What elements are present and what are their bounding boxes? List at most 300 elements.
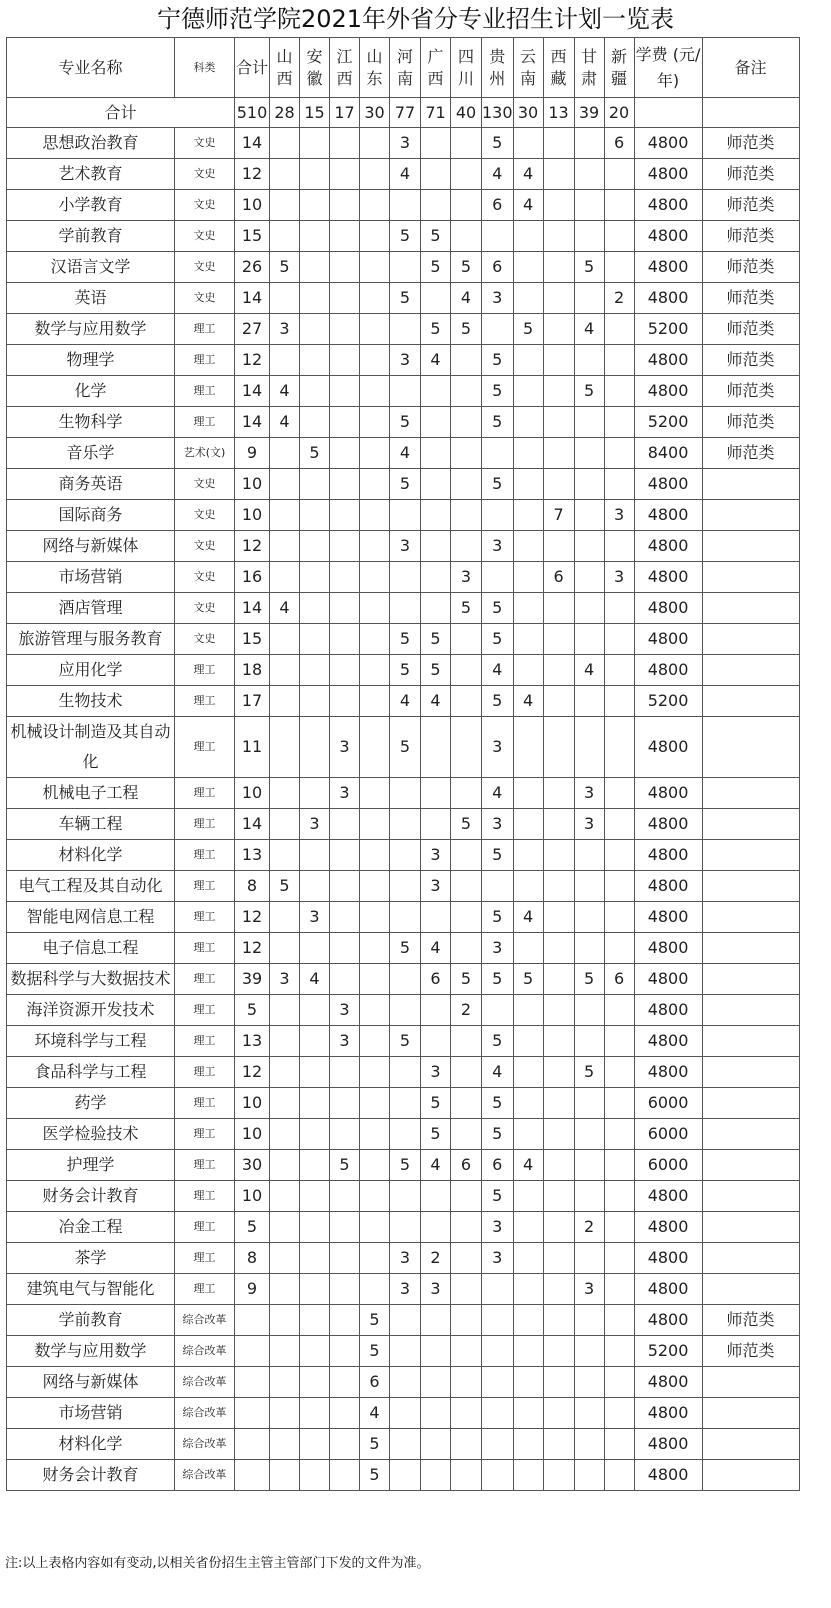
province-cell [421,902,451,933]
province-cell [330,1119,360,1150]
category-cell: 综合改革 [175,1336,235,1367]
province-cell [604,376,634,407]
total-cell: 12 [235,902,270,933]
total-cell: 26 [235,252,270,283]
province-cell [330,809,360,840]
province-cell [574,438,604,469]
major-name-cell: 财务会计教育 [7,1181,175,1212]
header-province: 山 西 [270,38,300,98]
province-cell: 3 [482,717,514,778]
remark-cell: 师范类 [702,314,799,345]
province-cell [451,345,482,376]
province-cell [451,1088,482,1119]
major-name-cell: 网络与新媒体 [7,1367,175,1398]
province-cell [270,1367,300,1398]
province-cell [300,159,330,190]
province-cell [360,438,390,469]
province-cell [270,1460,300,1491]
table-row [7,995,800,1026]
province-cell: 4 [482,655,514,686]
fee-cell: 4800 [634,964,702,995]
province-cell [300,190,330,221]
category-cell: 理工 [175,1274,235,1305]
province-cell [300,1429,330,1460]
province-cell: 3 [604,500,634,531]
header-province: 河 南 [390,38,421,98]
province-cell [270,1212,300,1243]
province-cell [513,1429,543,1460]
province-cell [543,1336,574,1367]
category-cell: 文史 [175,624,235,655]
province-cell [330,252,360,283]
province-cell [300,1398,330,1429]
header-province: 新 疆 [604,38,634,98]
total-cell: 10 [235,190,270,221]
province-cell [604,469,634,500]
province-cell [482,1398,514,1429]
province-cell [270,1026,300,1057]
category-cell: 理工 [175,376,235,407]
province-cell [270,933,300,964]
province-cell [330,159,360,190]
province-cell [270,190,300,221]
province-cell: 5 [330,1150,360,1181]
province-cell: 3 [390,1243,421,1274]
header-province: 广 西 [421,38,451,98]
province-cell [330,128,360,159]
province-cell: 5 [451,593,482,624]
province-cell: 5 [421,655,451,686]
major-name-cell: 化学 [7,376,175,407]
table-row [7,314,800,345]
province-cell [513,283,543,314]
fee-cell: 4800 [634,840,702,871]
province-cell [300,1336,330,1367]
province-cell: 3 [574,778,604,809]
fee-cell: 4800 [634,1243,702,1274]
province-cell [451,531,482,562]
province-cell [390,190,421,221]
remark-cell [702,1398,799,1429]
province-cell [421,128,451,159]
remark-cell: 师范类 [702,190,799,221]
province-cell [604,1460,634,1491]
totals-province: 13 [543,98,574,128]
province-cell [360,252,390,283]
province-cell [574,1305,604,1336]
total-cell: 5 [235,995,270,1026]
province-cell [330,1429,360,1460]
province-cell: 5 [421,1088,451,1119]
province-cell [330,902,360,933]
province-cell: 3 [270,314,300,345]
major-name-cell: 学前教育 [7,1305,175,1336]
province-cell [574,1088,604,1119]
table-row [7,438,800,469]
province-cell [451,624,482,655]
category-cell: 理工 [175,314,235,345]
category-cell: 文史 [175,252,235,283]
province-cell: 4 [390,438,421,469]
province-cell: 5 [390,717,421,778]
province-cell [451,778,482,809]
province-cell: 5 [513,964,543,995]
table-row [7,624,800,655]
table-row [7,964,800,995]
province-cell: 4 [390,159,421,190]
table-row [7,717,800,778]
province-cell [513,995,543,1026]
fee-cell: 4800 [634,128,702,159]
table-row [7,1398,800,1429]
province-cell [330,1336,360,1367]
province-cell [604,840,634,871]
fee-cell: 4800 [634,871,702,902]
province-cell [604,314,634,345]
remark-cell [702,995,799,1026]
province-cell [270,902,300,933]
major-name-cell: 数学与应用数学 [7,1336,175,1367]
province-cell [574,717,604,778]
province-cell [330,840,360,871]
header-total: 合计 [235,38,270,98]
fee-cell: 4800 [634,717,702,778]
fee-cell: 4800 [634,1057,702,1088]
province-cell [543,778,574,809]
category-cell: 综合改革 [175,1305,235,1336]
province-cell [300,1212,330,1243]
province-cell [330,964,360,995]
province-cell [543,1460,574,1491]
remark-cell [702,1460,799,1491]
province-cell [543,1305,574,1336]
header-major: 专业名称 [7,38,175,98]
province-cell [482,871,514,902]
category-cell: 理工 [175,902,235,933]
fee-cell: 4800 [634,1367,702,1398]
total-cell [235,1367,270,1398]
province-cell [270,717,300,778]
province-cell: 6 [543,562,574,593]
fee-cell: 4800 [634,1181,702,1212]
province-cell: 5 [421,314,451,345]
province-cell [513,407,543,438]
totals-province: 39 [574,98,604,128]
enrollment-plan-table [6,37,800,1491]
province-cell [421,562,451,593]
province-cell: 4 [300,964,330,995]
province-cell: 6 [604,128,634,159]
table-row [7,686,800,717]
province-cell [330,500,360,531]
province-cell [300,1367,330,1398]
totals-province: 20 [604,98,634,128]
province-cell [360,221,390,252]
fee-cell: 4800 [634,562,702,593]
province-cell [543,840,574,871]
remark-cell [702,902,799,933]
province-cell [330,655,360,686]
province-cell [513,1274,543,1305]
province-cell [390,809,421,840]
province-cell: 5 [390,221,421,252]
province-cell: 4 [451,283,482,314]
province-cell [604,686,634,717]
remark-cell: 师范类 [702,407,799,438]
province-cell [421,1367,451,1398]
province-cell [270,500,300,531]
province-cell [604,1243,634,1274]
province-cell [300,128,330,159]
major-name-cell: 建筑电气与智能化 [7,1274,175,1305]
province-cell [421,1429,451,1460]
province-cell [330,1367,360,1398]
province-cell: 6 [482,1150,514,1181]
province-cell [604,190,634,221]
province-cell: 3 [330,778,360,809]
total-cell: 14 [235,407,270,438]
province-cell: 5 [451,809,482,840]
province-cell [360,995,390,1026]
remark-cell [702,1243,799,1274]
province-cell [604,995,634,1026]
province-cell [451,376,482,407]
province-cell [300,376,330,407]
province-cell: 5 [390,655,421,686]
province-cell [543,1088,574,1119]
category-cell: 理工 [175,840,235,871]
province-cell [513,1305,543,1336]
province-cell [543,1274,574,1305]
fee-cell: 5200 [634,407,702,438]
category-cell: 理工 [175,1026,235,1057]
province-cell [543,407,574,438]
header-row [7,38,800,98]
province-cell [360,531,390,562]
province-cell [543,1212,574,1243]
province-cell [482,1305,514,1336]
province-cell [390,778,421,809]
province-cell [270,221,300,252]
province-cell: 5 [421,624,451,655]
province-cell [574,871,604,902]
major-name-cell: 生物科学 [7,407,175,438]
table-row [7,407,800,438]
province-cell: 5 [390,1026,421,1057]
province-cell [543,190,574,221]
header-province: 安 徽 [300,38,330,98]
province-cell [482,1274,514,1305]
province-cell [390,376,421,407]
province-cell [543,469,574,500]
province-cell [270,840,300,871]
fee-cell: 4800 [634,469,702,500]
province-cell [300,1088,330,1119]
province-cell: 4 [513,159,543,190]
province-cell [421,1460,451,1491]
province-cell [390,1367,421,1398]
major-name-cell: 学前教育 [7,221,175,252]
table-row [7,809,800,840]
province-cell [390,1305,421,1336]
province-cell [270,778,300,809]
province-cell [421,438,451,469]
province-cell: 4 [421,686,451,717]
province-cell [451,840,482,871]
total-cell [235,1305,270,1336]
category-cell: 文史 [175,128,235,159]
province-cell [300,407,330,438]
total-cell [235,1336,270,1367]
province-cell [390,1398,421,1429]
province-cell: 5 [421,221,451,252]
major-name-cell: 国际商务 [7,500,175,531]
fee-cell: 4800 [634,1026,702,1057]
province-cell: 3 [300,809,330,840]
major-name-cell: 海洋资源开发技术 [7,995,175,1026]
major-name-cell: 商务英语 [7,469,175,500]
province-cell [360,933,390,964]
province-cell [513,1460,543,1491]
total-cell: 16 [235,562,270,593]
province-cell [543,902,574,933]
province-cell [513,1336,543,1367]
province-cell: 6 [451,1150,482,1181]
category-cell: 理工 [175,686,235,717]
fee-cell: 4800 [634,655,702,686]
province-cell [574,624,604,655]
province-cell [604,407,634,438]
major-name-cell: 护理学 [7,1150,175,1181]
province-cell [421,1336,451,1367]
province-cell [604,655,634,686]
header-fee: 学费 (元/ 年) [634,38,702,98]
total-cell: 14 [235,809,270,840]
province-cell [300,1274,330,1305]
province-cell [421,376,451,407]
category-cell: 文史 [175,593,235,624]
province-cell [360,1057,390,1088]
category-cell: 文史 [175,562,235,593]
header-remark: 备注 [702,38,799,98]
remark-cell [702,717,799,778]
province-cell: 4 [574,314,604,345]
province-cell [604,1274,634,1305]
category-cell: 理工 [175,1181,235,1212]
province-cell: 3 [482,531,514,562]
province-cell: 4 [421,345,451,376]
total-cell: 10 [235,469,270,500]
total-cell: 14 [235,283,270,314]
province-cell [451,902,482,933]
totals-province: 17 [330,98,360,128]
province-cell [360,1212,390,1243]
major-name-cell: 汉语言文学 [7,252,175,283]
province-cell [513,1181,543,1212]
province-cell [300,469,330,500]
remark-cell: 师范类 [702,1305,799,1336]
province-cell: 5 [482,902,514,933]
province-cell [330,871,360,902]
category-cell: 文史 [175,221,235,252]
province-cell [451,1181,482,1212]
province-cell [451,469,482,500]
province-cell [574,221,604,252]
province-cell [451,1398,482,1429]
table-row [7,159,800,190]
major-name-cell: 应用化学 [7,655,175,686]
province-cell [300,531,330,562]
province-cell [574,190,604,221]
province-cell [390,593,421,624]
remark-cell [702,1026,799,1057]
category-cell: 文史 [175,500,235,531]
province-cell [270,1150,300,1181]
table-row [7,469,800,500]
province-cell [330,1243,360,1274]
category-cell: 理工 [175,655,235,686]
major-name-cell: 财务会计教育 [7,1460,175,1491]
province-cell [604,1212,634,1243]
province-cell: 6 [360,1367,390,1398]
province-cell: 3 [330,717,360,778]
province-cell [574,345,604,376]
province-cell [482,1429,514,1460]
province-cell [270,438,300,469]
fee-cell: 4800 [634,283,702,314]
province-cell [421,283,451,314]
province-cell [421,1026,451,1057]
province-cell: 3 [300,902,330,933]
province-cell: 5 [360,1305,390,1336]
fee-cell: 4800 [634,221,702,252]
province-cell [451,159,482,190]
province-cell [451,1274,482,1305]
province-cell [513,593,543,624]
province-cell: 3 [482,1212,514,1243]
province-cell: 3 [390,345,421,376]
province-cell [300,840,330,871]
province-cell [360,1026,390,1057]
province-cell [543,871,574,902]
province-cell [574,283,604,314]
major-name-cell: 车辆工程 [7,809,175,840]
province-cell: 3 [390,531,421,562]
province-cell: 4 [482,1057,514,1088]
province-cell [574,593,604,624]
province-cell [390,871,421,902]
header-province: 山 东 [360,38,390,98]
province-cell [360,778,390,809]
province-cell [543,1057,574,1088]
province-cell: 4 [574,655,604,686]
total-cell: 12 [235,159,270,190]
province-cell [543,933,574,964]
province-cell: 5 [451,252,482,283]
province-cell [360,190,390,221]
province-cell [451,1367,482,1398]
province-cell: 3 [330,1026,360,1057]
table-row [7,1026,800,1057]
province-cell [604,438,634,469]
province-cell [604,1367,634,1398]
province-cell [543,252,574,283]
province-cell [330,531,360,562]
province-cell: 5 [482,964,514,995]
province-cell: 4 [360,1398,390,1429]
fee-cell: 4800 [634,778,702,809]
remark-cell: 师范类 [702,128,799,159]
